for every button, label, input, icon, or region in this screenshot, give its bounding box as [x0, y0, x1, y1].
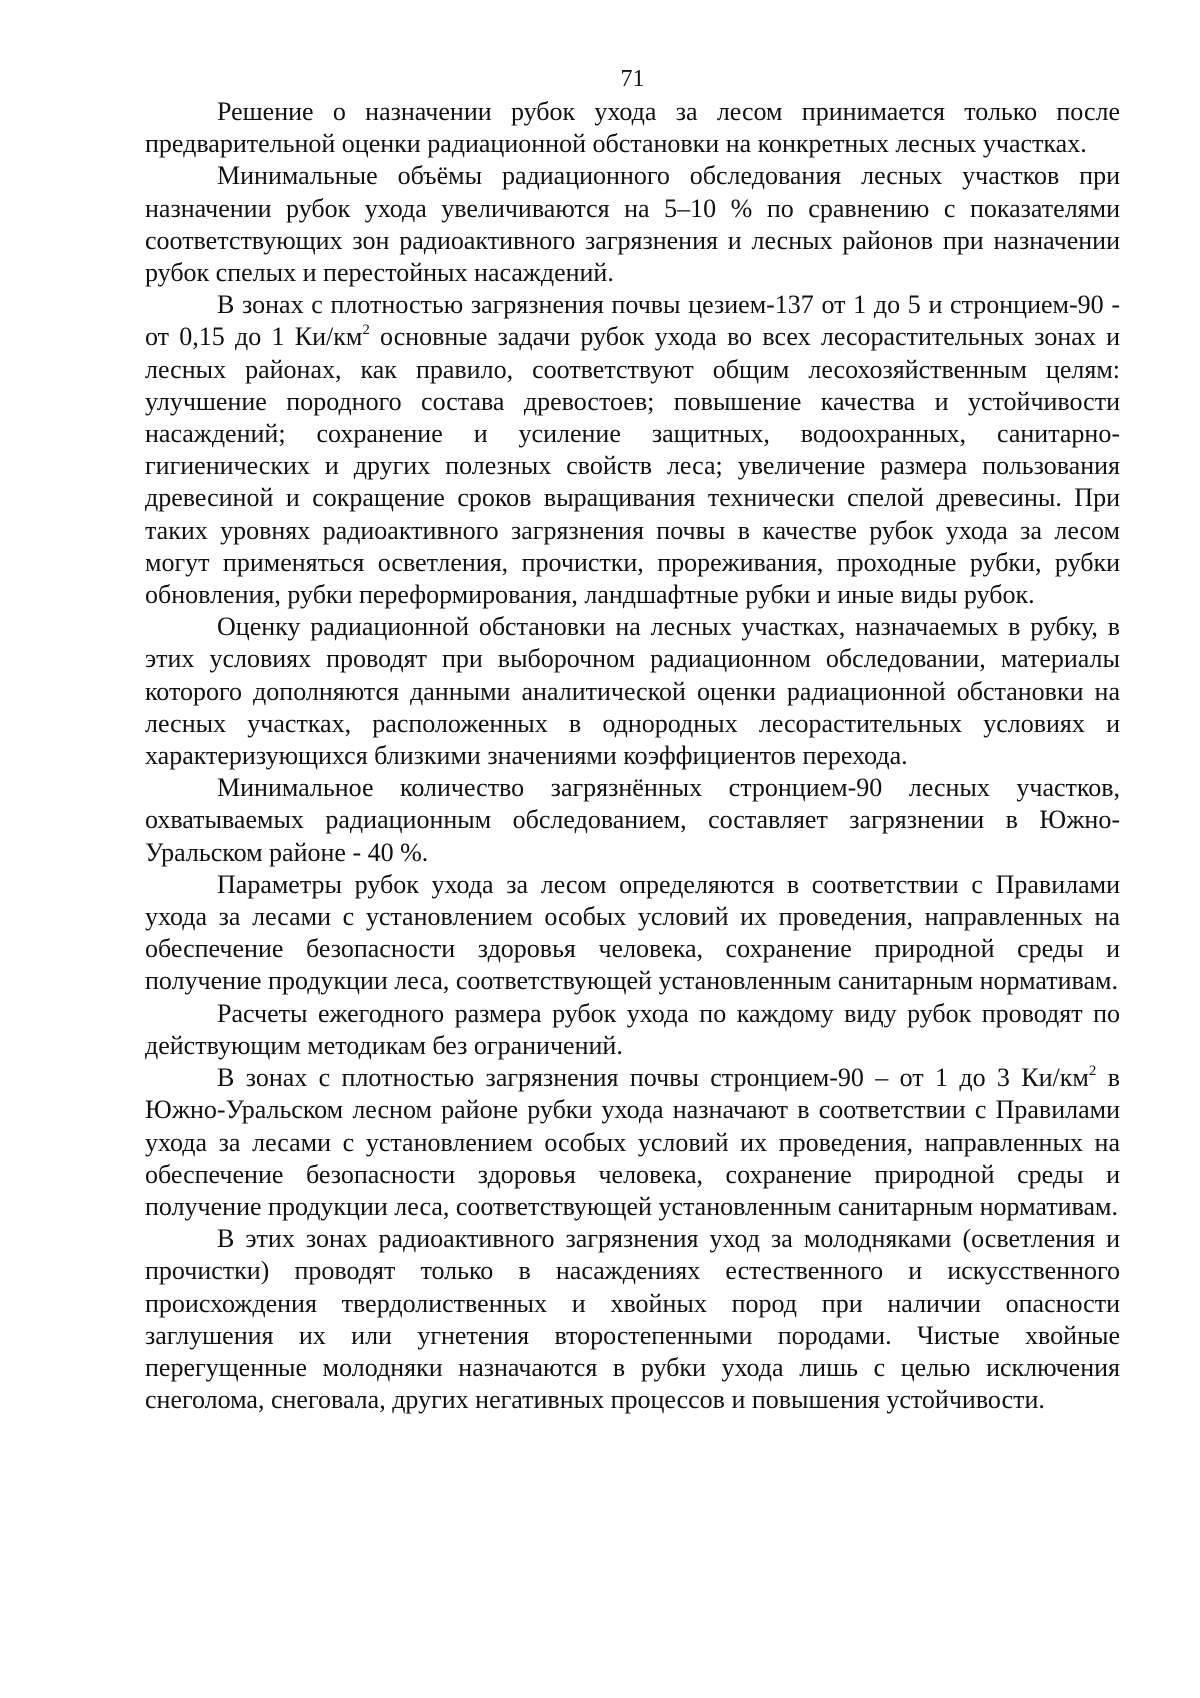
paragraph-text-before: В зонах с плотностью загрязнения почвы цезием-137 от 1 до 5 и стронцием-90 - от 0,15 до 1 Ки/км — [145, 290, 1120, 352]
paragraph-text-before: В зонах с плотностью загрязнения почвы стронцием-90 – от 1 до 3 Ки/км — [217, 1063, 1089, 1093]
paragraph-3 — [145, 289, 1120, 611]
paragraph-4 — [145, 611, 1120, 772]
paragraph-5 — [145, 772, 1120, 869]
paragraph-text-after: в Южно-Уральском лесном районе рубки ухода назначают в соответствии с Правилами ухода за лесами с установлением особых условий их проведения, направленных на обеспечение безопасности здоровья человека, сохранение природной среды и получение продукции леса, соответствующей установленным санитарным нормативам. — [145, 1063, 1120, 1221]
paragraph-text: Минимальное количество загрязнённых стронцием-90 лесных участков, охватываемых радиационным обследованием, составляет загрязнении в Южно-Уральском районе - 40 %. — [145, 773, 1120, 867]
paragraph-text: Минимальные объёмы радиационного обследования лесных участков при назначении рубок ухода увеличиваются на 5–10 % по сравнению с показателями соответствующих зон радиоактивного загрязнения и лесных районов при назначении рубок спелых и перестойных насаждений. — [145, 161, 1120, 288]
document-page — [145, 64, 1120, 1416]
page-number: 71 — [620, 66, 645, 92]
paragraph-6 — [145, 869, 1120, 998]
superscript: 2 — [362, 322, 370, 339]
superscript: 2 — [1088, 1063, 1097, 1080]
paragraph-8 — [145, 1062, 1120, 1223]
paragraph-7 — [145, 998, 1120, 1062]
paragraph-1 — [145, 96, 1120, 160]
paragraph-text-after: основные задачи рубок ухода во всех лесорастительных зонах и лесных районах, как правило, соответствуют общим лесохозяйственным целям: улучшение породного состава древостоев; повышение качества и устойчивости насаждений; сохранение и усиление защитных, водоохранных, санитарно-гигиенических и других полезных свойств леса; увеличение размера пользования древесиной и сокращение сроков выращивания технически спелой древесины. При таких уровнях радиоактивного загрязнения почвы в качестве рубок ухода за лесом могут применяться осветления, прочистки, прореживания, проходные рубки, рубки обновления, рубки переформирования, ландшафтные рубки и иные виды рубок. — [145, 322, 1121, 610]
paragraph-text: В этих зонах радиоактивного загрязнения уход за молодняками (осветления и прочистки) проводят только в насаждениях естественного и искусственного происхождения твердолиственных и хвойных пород при наличии опасности заглушения их или угнетения второстепенными породами. Чистые хвойные перегущенные молодняки назначаются в рубки ухода лишь с целью исключения снеголома, снеговала, других негативных процессов и повышения устойчивости. — [145, 1224, 1120, 1415]
paragraph-text: Оценку радиационной обстановки на лесных участках, назначаемых в рубку, в этих условиях проводят при выборочном радиационном обследовании, материалы которого дополняются данными аналитической оценки радиационной обстановки на лесных участках, расположенных в однородных лесорастительных условиях и характеризующихся близкими значениями коэффициентов перехода. — [145, 612, 1120, 771]
paragraph-2 — [145, 160, 1120, 289]
paragraph-text: Параметры рубок ухода за лесом определяются в соответствии с Правилами ухода за лесами с установлением особых условий их проведения, направленных на обеспечение безопасности здоровья человека, сохранение природной среды и получение продукции леса, соответствующей установленным санитарным нормативам. — [145, 869, 1120, 996]
paragraph-text: Расчеты ежегодного размера рубок ухода по каждому виду рубок проводят по действующим методикам без ограничений. — [145, 998, 1120, 1060]
paragraph-text: Решение о назначении рубок ухода за лесом принимается только после предварительной оценки радиационной обстановки на конкретных лесных участках. — [145, 97, 1120, 159]
paragraph-9 — [145, 1223, 1120, 1416]
